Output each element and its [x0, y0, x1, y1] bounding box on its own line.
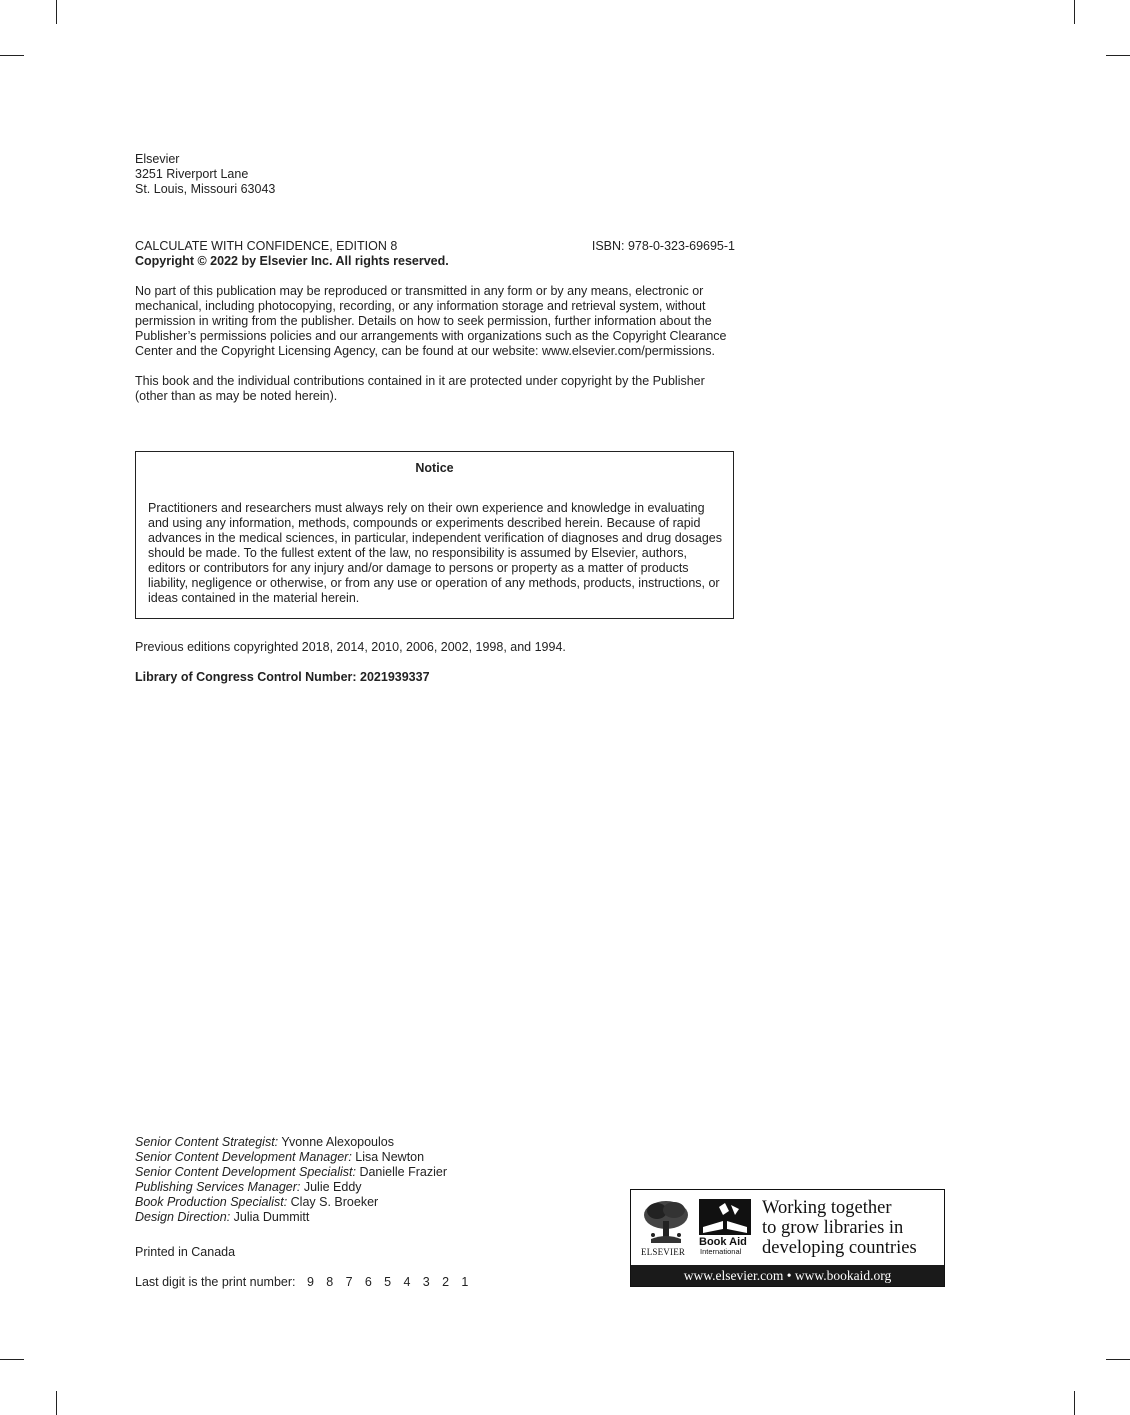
contributions-paragraph: This book and the individual contributions contained in it are protected under copyright by the Publisher (other than as may be noted herein).	[135, 374, 705, 403]
elsevier-wordmark: ELSEVIER	[641, 1247, 686, 1257]
credit-role: Senior Content Strategist:	[135, 1135, 279, 1149]
print-digit: 9	[306, 1275, 314, 1289]
publisher-name: Elsevier	[135, 152, 180, 166]
elsevier-tree-logo	[641, 1199, 691, 1245]
book-aid-logo	[699, 1199, 751, 1235]
credit-line	[135, 1180, 447, 1195]
credit-name: Lisa Newton	[355, 1150, 425, 1164]
credit-line	[135, 1210, 447, 1225]
credit-role: Publishing Services Manager:	[135, 1180, 301, 1194]
credit-name: Danielle Frazier	[359, 1165, 447, 1179]
print-digit: 3	[422, 1275, 430, 1289]
credit-name: Julie Eddy	[303, 1180, 362, 1194]
title-isbn-line	[135, 239, 735, 254]
crop-mark	[1074, 0, 1075, 24]
print-number-label: Last digit is the print number:	[135, 1275, 296, 1289]
book-aid-subtitle: International	[700, 1247, 742, 1256]
tagline-line: developing countries	[762, 1238, 917, 1258]
print-number-line	[135, 1275, 481, 1290]
credit-role: Book Production Specialist:	[135, 1195, 288, 1209]
tagline-line: to grow libraries in	[762, 1218, 904, 1238]
address-line-1: 3251 Riverport Lane	[135, 167, 249, 181]
crop-mark	[1106, 55, 1130, 56]
crop-mark	[56, 0, 57, 24]
crop-mark	[1106, 1359, 1130, 1360]
print-digit: 8	[326, 1275, 334, 1289]
printed-in: Printed in Canada	[135, 1245, 236, 1259]
print-digit: 6	[364, 1275, 372, 1289]
crop-mark	[1074, 1391, 1075, 1415]
publisher-address	[135, 152, 275, 197]
badge-footer-urls: www.elsevier.com • www.bookaid.org	[631, 1265, 944, 1286]
credit-name: Yvonne Alexopoulos	[281, 1135, 394, 1149]
credit-role: Design Direction:	[135, 1210, 231, 1224]
credit-role: Senior Content Development Manager:	[135, 1150, 352, 1164]
print-digit: 1	[461, 1275, 469, 1289]
badge-tagline	[762, 1198, 917, 1258]
credit-line	[135, 1165, 447, 1180]
address-line-2: St. Louis, Missouri 63043	[135, 182, 276, 196]
notice-title: Notice	[415, 461, 454, 475]
previous-editions: Previous editions copyrighted 2018, 2014, 2010, 2006, 2002, 1998, and 1994.	[135, 640, 566, 654]
isbn: ISBN: 978-0-323-69695-1	[591, 239, 735, 253]
tagline-line: Working together	[762, 1198, 892, 1218]
copyright-line: Copyright © 2022 by Elsevier Inc. All rights reserved.	[135, 254, 449, 268]
print-digit: 2	[442, 1275, 450, 1289]
crop-mark	[0, 1359, 24, 1360]
credit-line	[135, 1150, 447, 1165]
notice-text: Practitioners and researchers must always rely on their own experience and knowledge in evaluating and using any information, methods, compounds or experiments described herein. Because of rapid advances in the medical sciences, in particular, independent verification of diagnoses and drug dosages should be made. To the fullest extent of the law, no responsibility is assumed by Elsevier, authors, editors or contributors for any injury and/or damage to persons or property as a matter of products liability, negligence or otherwise, or from any use or operation of any methods, products, instructions, or ideas contained in the material herein.	[148, 501, 722, 605]
crop-mark	[0, 55, 24, 56]
credit-line	[135, 1135, 447, 1150]
credit-name: Julia Dummitt	[233, 1210, 310, 1224]
print-digit: 5	[384, 1275, 392, 1289]
rights-paragraph: No part of this publication may be reproduced or transmitted in any form or by any means, electronic or mechanical, including photocopying, recording, or any information storage and retrieval system, without permission in writing from the publisher. Details on how to seek permission, further information about the Publisher’s permissions policies and our arrangements with organizations such as the Copyright Clearance Center and the Copyright Licensing Agency, can be found at our website: www.elsevier.com/permissions.	[135, 284, 727, 358]
book-title-edition: CALCULATE WITH CONFIDENCE, EDITION 8	[135, 239, 398, 253]
print-digits	[307, 1275, 481, 1289]
book-aid-badge	[630, 1189, 945, 1287]
lccn: Library of Congress Control Number: 2021939337	[135, 670, 430, 684]
notice-box	[135, 451, 734, 619]
print-digit: 7	[345, 1275, 353, 1289]
crop-mark	[56, 1391, 57, 1415]
credits-list	[135, 1135, 447, 1225]
credit-line	[135, 1195, 447, 1210]
book-aid-wordmark: Book Aid	[699, 1236, 747, 1248]
credit-role: Senior Content Development Specialist:	[135, 1165, 356, 1179]
credit-name: Clay S. Broeker	[290, 1195, 379, 1209]
print-digit: 4	[403, 1275, 411, 1289]
